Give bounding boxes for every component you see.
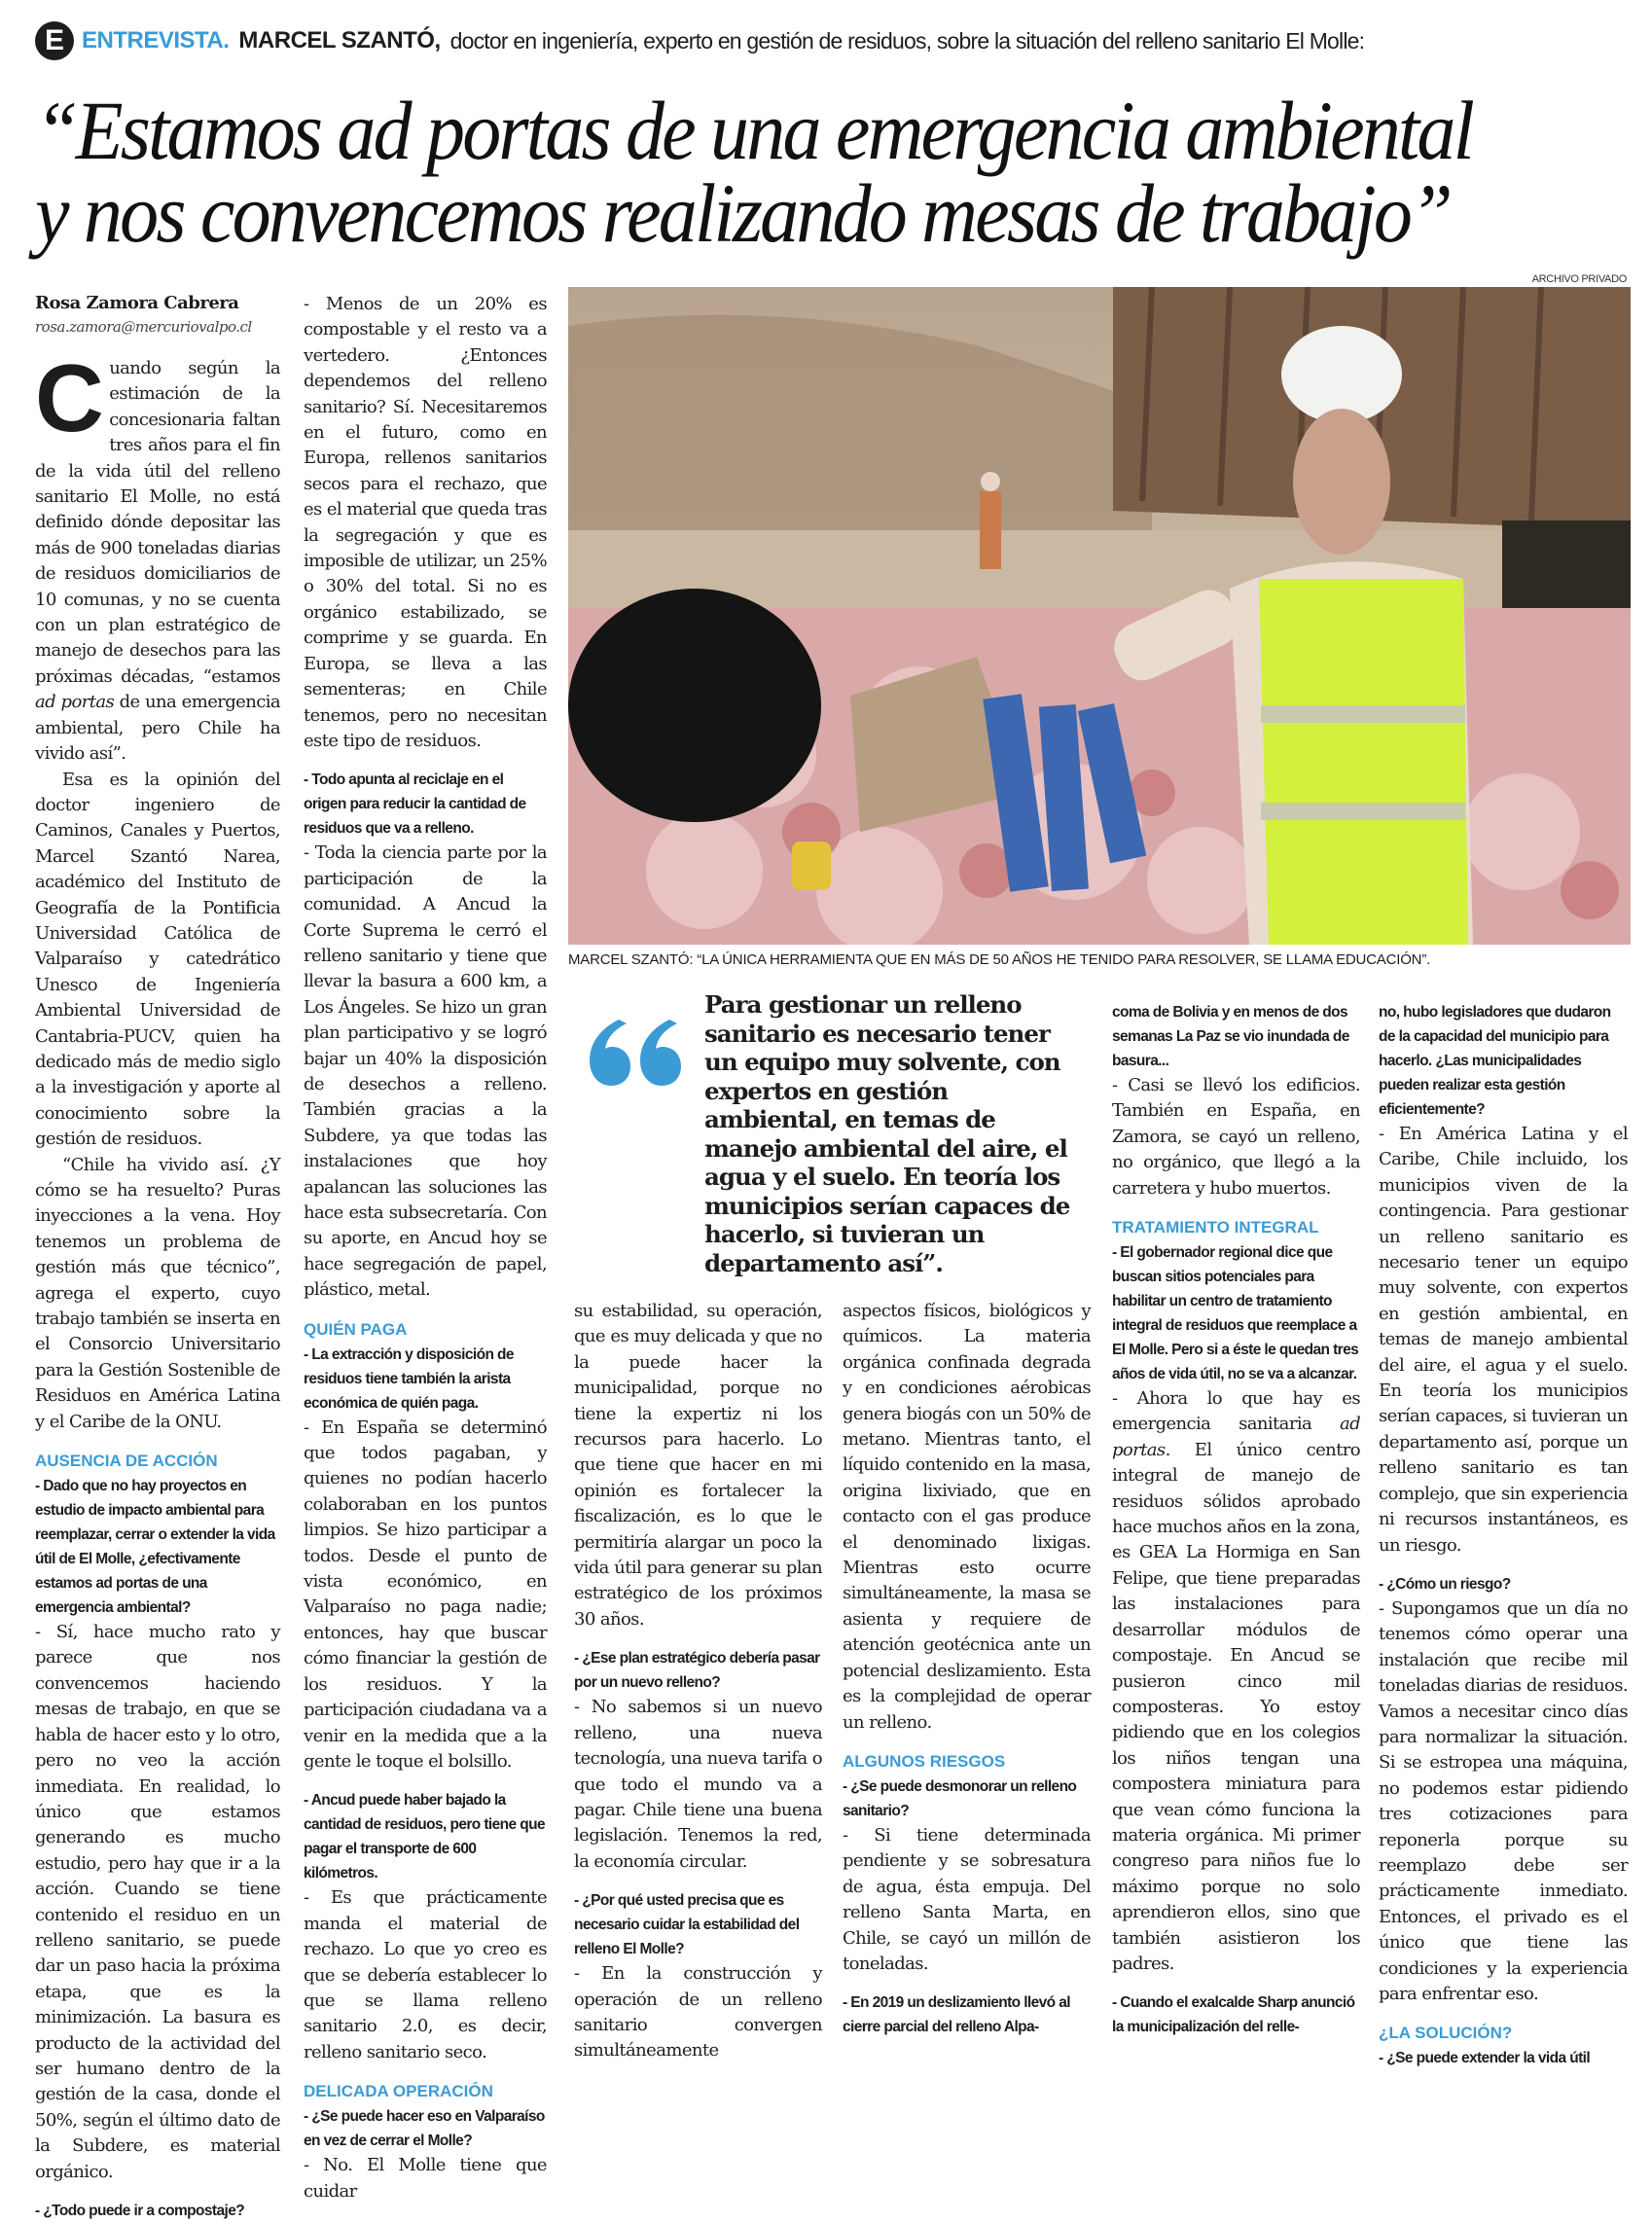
question: - Todo apunta al reciclaje en el origen para reducir la cantidad de residuos que va a relleno. [304, 771, 526, 838]
answer: - En España se determinó que todos pagaban, y quienes no podían hacerlo colaboraban en los puntos limpios. Se hizo participar a todos. Desde el punto de vista económico, en Valparaíso no paga nadie; entonces, hay que buscar cómo financiar la gestión de los residuos. Y la participación ciudadana va a venir en la medida que a la gente le toque el bolsillo. [304, 1416, 547, 1772]
answer: aspectos físicos, biológicos y químicos. La materia orgánica confinada degrada y en condiciones aérobicas genera biogás con un 50% de metano. Mientras tanto, el líquido contenido en la masa, origina lixiviado, que en contacto con el gas produce el denominado lixigas. Mientras esto ocurre simultáneamente, la masa se asienta y requiere de atención geotécnica ante un potencial deslizamiento. Esta es la complejidad de operar un relleno. [843, 1301, 1091, 1733]
column-2 [304, 292, 547, 2205]
question: - Dado que no hay proyectos en estudio de impacto ambiental para reemplazar, cerrar o extender la vida útil de El Molle, ¿efectivamente estamos ad portas de una emergencia ambiental? [35, 1478, 275, 1617]
landfill-photo-illustration [568, 287, 1631, 945]
answer: - Casi se llevó los edificios. También en España, en Zamora, se cayó un relleno, no orgánico, que llegó a la carretera y hubo muertos. [1112, 1075, 1360, 1199]
landfill-photo [568, 287, 1631, 945]
entrevista-logo-icon: E [35, 21, 74, 60]
answer: - Ahora lo que hay es emergencia sanitaria ad portas. El único centro integral de manejo de residuos sólidos aprobado hace muchos años en la zona, es GEA La Hormiga en San Felipe, que tiene preparadas las instalaciones para desarrollar módulos de compostaje. En Ancud se pusieron cinco mil composteras. Yo estoy pidiendo que en los colegios los niños tengan una compostera miniatura para que vean cómo funciona la materia orgánica. Mi primer congreso para niños fue lo máximo porque no solo aprendieron ellos, sino que también asistieron los padres. [1112, 1388, 1360, 1974]
kicker-tag: ENTREVISTA. [82, 27, 230, 54]
question: - ¿Cómo un riesgo? [1379, 1575, 1511, 1593]
section-heading: QUIÉN PAGA [304, 1319, 408, 1339]
pull-quote: Para gestionar un relleno sanitario es necesario tener un equipo muy solvente, con expertos en gestión ambiental, en temas de manejo ambiental del aire, el agua y el suelo. En teoría los municipios serían capaces de hacerlo, si tuvieran un departamento así”. [704, 990, 1070, 1277]
photo-credit: ARCHIVO PRIVADO [1531, 273, 1627, 285]
question: - El gobernador regional dice que buscan sitios potenciales para habilitar un centro de tratamiento integral de residuos que reemplace a El Molle. Pero si a éste le quedan tres años de vida útil, no se va a alcanzar. [1112, 1244, 1359, 1383]
question: - ¿Ese plan estratégico debería pasar por un nuevo relleno? [574, 1650, 820, 1692]
answer: - En América Latina y el Caribe, Chile incluido, los municipios viven de la contingencia. Para gestionar un relleno sanitario es necesario tener un equipo muy solvente, con expertos en gestión ambiental, en temas de manejo ambiental del aire, el agua y el suelo. En teoría los municipios serían capaces, si tuvieran un departamento así, porque un relleno sanitario es tan complejo, que sin experiencia ni recursos instantáneos, es un riesgo. [1379, 1124, 1628, 1556]
answer: - Es que prácticamente manda el material de rechazo. Lo que yo creo es que se debería establecer lo que se llama relleno sanitario 2.0, es decir, relleno sanitario seco. [304, 1887, 547, 2062]
section-heading: ALGUNOS RIESGOS [843, 1751, 1006, 1771]
question: no, hubo legisladores que dudaron de la capacidad del municipio para hacerlo. ¿Las municipalidades pueden realizar esta gestión eficientemente? [1379, 1004, 1611, 1118]
photo-caption: MARCEL SZANTÓ: “LA ÚNICA HERRAMIENTA QUE EN MÁS DE 50 AÑOS HE TENIDO PARA RESOLVER, SE LLAMA EDUCACIÓN”. [568, 951, 1431, 968]
paragraph: “Chile ha vivido así. ¿Y cómo se ha resuelto? Puras inyecciones a la vena. Hoy tenemos un problema de gestión más que técnico”, agrega el experto, cuyo trabajo también se inserta en el Consorcio Universitario para la Gestión Sostenible de Residuos en América Latina y el Caribe de la ONU. [35, 1154, 280, 1432]
headline-line-2: y nos convencemos realizando mesas de trabajo” [35, 166, 1451, 260]
headline [35, 84, 1519, 260]
kicker [35, 21, 1364, 60]
question: - ¿Se puede hacer eso en Valparaíso en vez de cerrar el Molle? [304, 2108, 545, 2150]
section-heading: TRATAMIENTO INTEGRAL [1112, 1218, 1319, 1237]
section-heading: AUSENCIA DE ACCIÓN [35, 1452, 218, 1471]
column-3 [574, 1299, 822, 2064]
column-1 [35, 292, 280, 2223]
byline-author: Rosa Zamora Cabrera [35, 293, 239, 313]
headline-line-1: “Estamos ad portas de una emergencia ambiental [35, 84, 1473, 177]
section-heading: ¿LA SOLUCIÓN? [1379, 2024, 1513, 2043]
column-6 [1379, 1000, 1628, 2070]
answer: - Supongamos que un día no tenemos cómo operar una instalación que recibe mil toneladas diarias de residuos. Vamos a necesitar cinco días para normalizar la situación. Si se estropea una máquina, no podemos estar pidiendo tres cotizaciones para reponerla porque su reemplazo debe ser prácticamente inmediato. Entonces, el privado es el único que tiene las condiciones y la experiencia para enfrentar eso. [1379, 1597, 1628, 2004]
column-5 [1112, 1000, 1360, 2039]
question: - Cuando el exalcalde Sharp anunció la municipalización del relle- [1112, 1994, 1355, 2036]
answer: - Toda la ciencia parte por la participación de la comunidad. A Ancud la Corte Suprema le cerró el relleno sanitario y tiene que llevar la basura a 600 km, a Los Ángeles. Se hizo un gran plan participativo y se logró bajar un 40% la disposición de desechos a relleno. También gracias a la Subdere, ya que todas las instalaciones que hoy apalancan las soluciones las hace esta subsecretaría. Con su aporte, en Ancud hoy se hace segregación de papel, plástico, metal. [304, 843, 547, 1301]
question: - ¿Se puede extender la vida útil [1379, 2050, 1591, 2067]
dropcap: C [35, 344, 104, 451]
question: - La extracción y disposición de residuos tiene también la arista económica de quién paga. [304, 1345, 514, 1412]
answer: - No. El Molle tiene que cuidar [304, 2155, 547, 2202]
question: - En 2019 un deslizamiento llevó al cierre parcial del relleno Alpa- [843, 1994, 1070, 2036]
question: - ¿Por qué usted precisa que es necesario cuidar la estabilidad del relleno El Molle? [574, 1892, 800, 1958]
lead-paragraph: Cuando según la estimación de la concesionaria faltan tres años para el fin de la vida útil del relleno sanitario El Molle, no está definido dónde depositar las más de 900 toneladas diarias de residuos domiciliarios de 10 comunas, y no se cuenta con un plan estratégico de manejo de desechos para las próximas décadas, “estamos ad portas de una emergencia ambiental, pero Chile ha vivido así”. [35, 344, 280, 765]
answer: - No sabemos si un nuevo relleno, una nueva tecnología, una nueva tarifa o que todo el mundo va a pagar. Chile tiene una buena legislación. Tenemos la red, la economía circular. [574, 1697, 822, 1872]
question: - ¿Se puede desmonorar un relleno sanitario? [843, 1777, 1077, 1819]
answer: - En la construcción y operación de un relleno sanitario convergen simultáneamente [574, 1963, 822, 2062]
open-quote-icon [580, 990, 687, 1097]
answer: su estabilidad, su operación, que es muy delicada y que no la puede hacer la municipalidad, porque no tiene la expertiz ni los recursos para hacerlo. Lo que tiene que hacer en mi opinión es fortalecer la fiscalización, es lo que le permitiría alargar un poco la vida útil para generar su plan estratégico de los próximos 30 años. [574, 1301, 822, 1630]
paragraph: Esa es la opinión del doctor ingeniero de Caminos, Canales y Puertos, Marcel Szantó Narea, académico del Instituto de Geografía de la Pontificia Universidad Católica de Valparaíso y catedrático Unesco de Ingeniería Ambiental Universidad de Cantabria-PUCV, quien ha dedicado más de medio siglo a la investigación y aporte al conocimiento sobre la gestión de residuos. [35, 769, 280, 1150]
section-heading: DELICADA OPERACIÓN [304, 2082, 493, 2101]
answer: - Sí, hace mucho rato y parece que nos convencemos haciendo mesas de trabajo, en que se habla de hacer esto y lo otro, pero no veo la acción inmediata. En realidad, lo único que estamos generando es mucho estudio, pero hay que ir a la acción. Cuando se tiene contenido el residuo en un relleno sanitario, se puede dar un paso hacia la próxima etapa, que es la minimización. La basura es producto de la actividad del ser humano dentro de la gestión de la casa, donde el 50%, según el último dato de la Subdere, es material orgánico. [35, 1622, 280, 2182]
byline-email[interactable]: rosa.zamora@mercuriovalpo.cl [35, 318, 252, 336]
kicker-name: MARCEL SZANTÓ, [238, 27, 441, 54]
answer: - Si tiene determinada pendiente y se sobresatura de agua, ésta empuja. Del relleno Santa Marta, en Chile, se cayó un millón de toneladas. [843, 1824, 1091, 1974]
question: - ¿Todo puede ir a compostaje? [35, 2203, 245, 2219]
answer: - Menos de un 20% es compostable y el resto va a vertedero. ¿Entonces dependemos del relleno sanitario? Sí. Necesitaremos en el futuro, como en Europa, rellenos sanitarios secos para el rechazo, que es el material que queda tras la segregación y que es imposible de utilizar, un 25% o 30% del total. Si no es orgánico estabilizado, se comprime y se guarda. En Europa, se lleva a las sementeras; en Chile tenemos, pero no necesitan este tipo de residuos. [304, 294, 547, 751]
question: coma de Bolivia y en menos de dos semanas La Paz se vio inundada de basura... [1112, 1004, 1349, 1069]
column-4 [843, 1299, 1091, 2039]
kicker-description: doctor en ingeniería, experto en gestión de residuos, sobre la situación del relleno sanitario El Molle: [449, 27, 1365, 54]
question: - Ancud puede haber bajado la cantidad de residuos, pero tiene que pagar el transporte de 600 kilómetros. [304, 1792, 545, 1882]
